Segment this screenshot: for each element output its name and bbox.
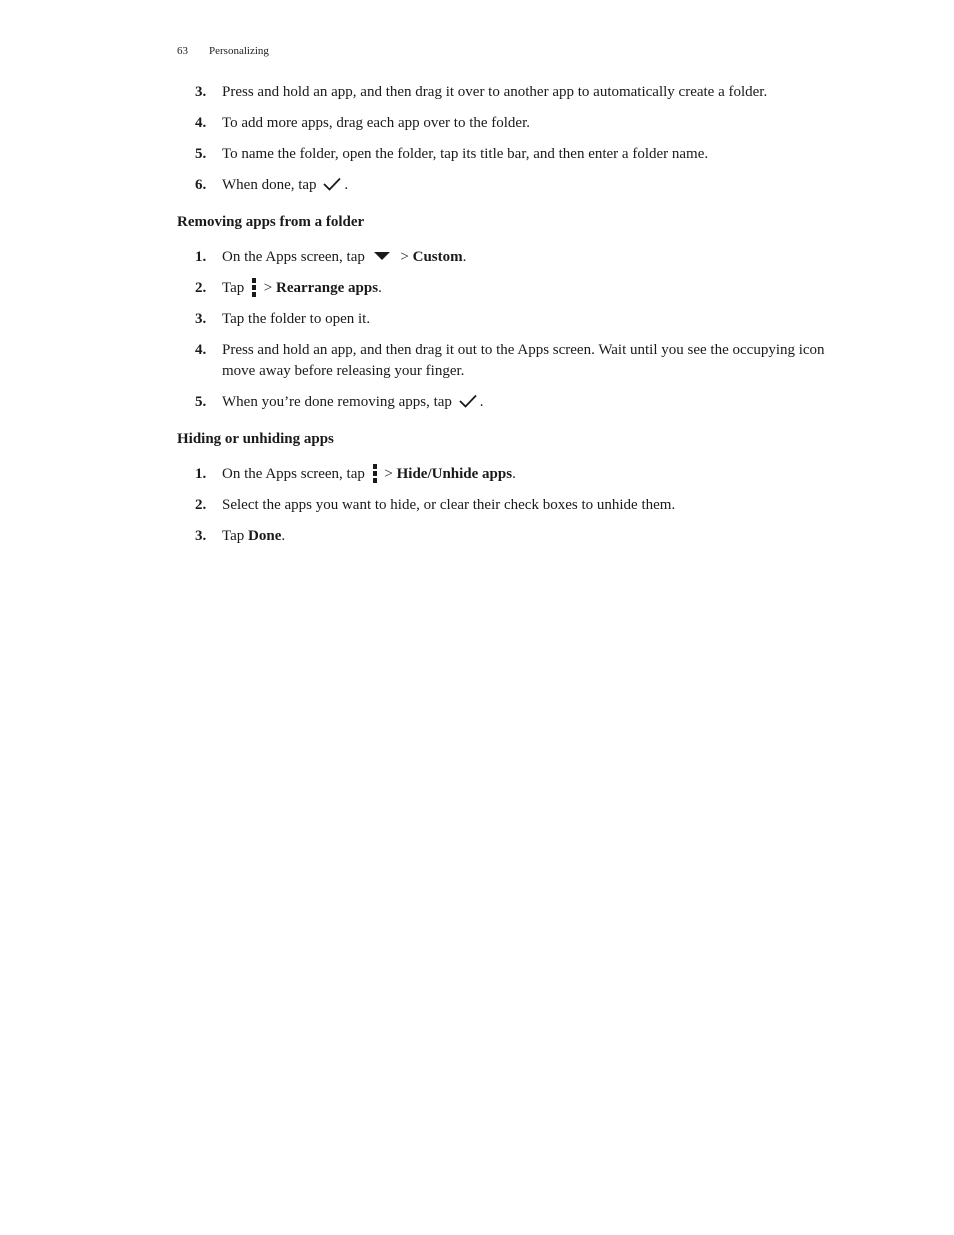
section-heading-hiding: Hiding or unhiding apps bbox=[177, 431, 334, 447]
list-item: 2. Select the apps you want to hide, or clear their check boxes to unhide them. bbox=[195, 497, 676, 513]
list-item: 4. Press and hold an app, and then drag it out to the Apps screen. Wait until you see the occupying icon move away before releasing your finger. bbox=[195, 342, 825, 379]
list-item: 6. When done, tap . bbox=[195, 177, 349, 193]
list-item: 5. To name the folder, open the folder, tap its title bar, and then enter a folder name. bbox=[195, 146, 709, 162]
list-item: 3. Tap the folder to open it. bbox=[195, 311, 371, 327]
list-item: 1. On the Apps screen, tap > Custom. bbox=[195, 249, 467, 265]
checkmark-icon bbox=[458, 393, 478, 409]
checkmark-icon bbox=[322, 176, 342, 192]
list-item: 2. Tap > Rearrange apps. bbox=[177, 278, 857, 299]
chapter-title: Personalizing bbox=[209, 45, 269, 57]
folder-steps-list bbox=[177, 82, 857, 196]
overflow-menu-icon bbox=[371, 463, 379, 483]
list-item: 4. To add more apps, drag each app over to the folder. bbox=[195, 115, 531, 131]
hiding-steps-list bbox=[177, 464, 857, 547]
dropdown-triangle-icon bbox=[373, 251, 391, 261]
removing-steps-list bbox=[177, 247, 857, 413]
section-heading-removing: Removing apps from a folder bbox=[177, 214, 365, 230]
list-item: 5. When you’re done removing apps, tap . bbox=[195, 394, 484, 410]
page-number: 63 bbox=[177, 45, 188, 57]
list-item: 3. Tap Done. bbox=[195, 528, 286, 544]
list-item: 1. On the Apps screen, tap > Hide/Unhide apps. bbox=[177, 464, 857, 485]
overflow-menu-icon bbox=[250, 277, 258, 297]
page-content bbox=[177, 82, 857, 557]
page-header bbox=[177, 45, 269, 57]
list-item: 3. Press and hold an app, and then drag it over to another app to automatically create a folder. bbox=[195, 84, 768, 100]
